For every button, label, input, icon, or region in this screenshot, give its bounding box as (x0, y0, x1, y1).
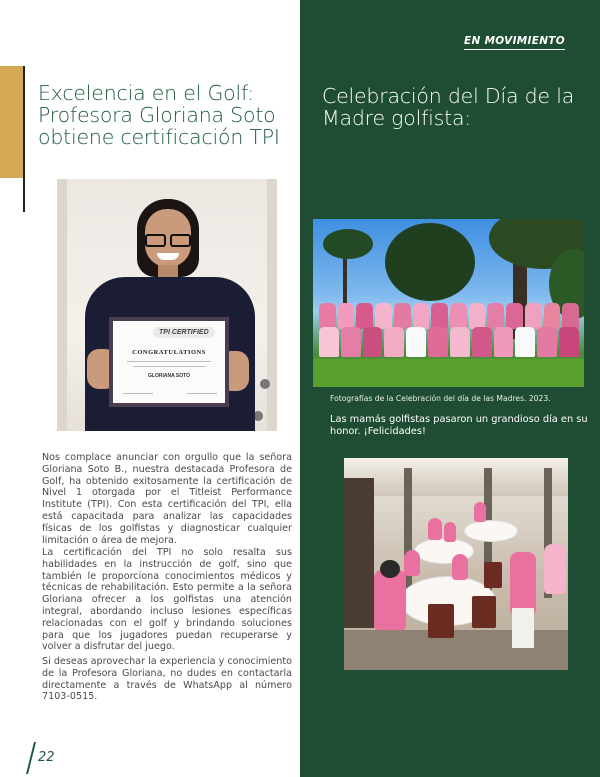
certificate (109, 317, 229, 407)
paragraph-3: Si deseas aprovechar la experiencia y conocimiento de la Profesora Gloriana, no dudes en contactarla directamente a través de WhatsApp al número 7103-0515. (42, 656, 292, 703)
cert-logo: TPI CERTIFIED (153, 327, 215, 338)
crowd-back-row (319, 303, 579, 329)
page-number-rule (26, 742, 36, 774)
gold-accent-bar (0, 66, 24, 178)
glasses (143, 234, 193, 248)
article-title-mothers-day: Celebración del Día de la Madre golfista: (322, 84, 575, 130)
photo-celebration-lunch (344, 458, 568, 670)
page-number: 22 (38, 750, 55, 765)
smile (157, 253, 179, 260)
door-frame (57, 179, 67, 431)
title-rule (23, 66, 25, 212)
cert-heading: CONGRATULATIONS (132, 349, 206, 356)
section-tag: EN MOVIMIENTO (464, 35, 565, 50)
crowd-front-row (319, 327, 579, 357)
right-column (300, 0, 600, 777)
mothers-day-text: Las mamás golfistas pasaron un grandioso día en su honor. ¡Felicidades! (330, 414, 588, 437)
photo-caption: Fotografías de la Celebración del día de las Madres. 2023. (330, 394, 551, 403)
photo-group-golf-course (313, 219, 584, 387)
photo-gloriana-certificate (57, 179, 277, 431)
door-knob (260, 379, 270, 389)
article-title-tpi: Excelencia en el Golf: Profesora Gloriana Soto obtiene certificación TPI (38, 81, 280, 149)
paragraph-2: La certificación del TPI no solo resalta sus habilidades en la instrucción de golf, sino que también le proporciona conocimientos médicos y técnicas de rehabilitación. Esto permite a la señora Gloriana ofrecer a los golfistas una atención integral, abordando incluso lesiones específicas relacionadas con el golf y brindando soluciones para que los jugadores puedan recuperarse y volver a disfrutar del juego. (42, 547, 292, 653)
cert-name: GLORIANA SOTO (148, 373, 190, 379)
door-frame (267, 179, 277, 431)
paragraph-1: Nos complace anunciar con orgullo que la señora Gloriana Soto B., nuestra destacada Profesora de Golf, ha obtenido exitosamente la certificación de Nivel 1 otorgada por el Titleist Performance Institute (TPI). Con esta certificación del TPI, ella está capacitada para analizar las capacidades físicas de los golfistas y diagnosticar cualquier limitación o área de mejora. (42, 452, 292, 546)
